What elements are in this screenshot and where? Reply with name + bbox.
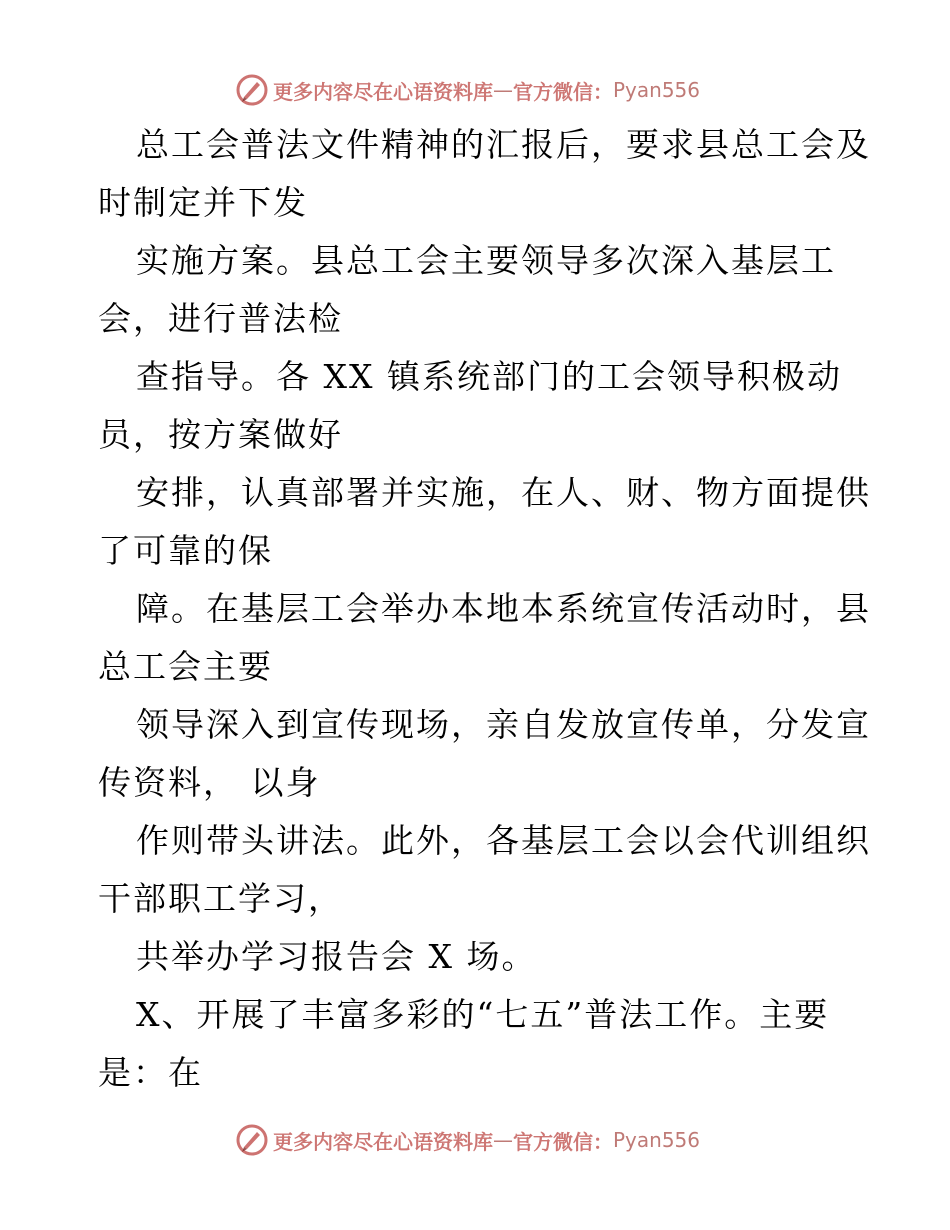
quill-logo-icon bbox=[235, 1123, 269, 1157]
body-line: 传资料， 以身 bbox=[98, 763, 321, 802]
body-line: X、开展了丰富多彩的“七五”普法工作。主要 bbox=[136, 995, 830, 1034]
body-line: 障。在基层工会举办本地本系统宣传活动时，县 bbox=[136, 589, 871, 628]
document-body bbox=[98, 116, 871, 1102]
watermark-separator: — bbox=[493, 78, 513, 102]
header-watermark bbox=[235, 72, 700, 108]
quill-logo-icon bbox=[235, 73, 269, 107]
watermark-text: 更多内容尽在心语资料库 bbox=[273, 1129, 493, 1154]
watermark-wechat-id: Pyan556 bbox=[613, 1128, 701, 1152]
body-line: 安排，认真部署并实施，在人、财、物方面提供 bbox=[136, 473, 871, 512]
footer-watermark bbox=[235, 1122, 700, 1158]
body-line: 作则带头讲法。此外，各基层工会以会代训组织 bbox=[136, 821, 871, 860]
body-line: 领导深入到宣传现场，亲自发放宣传单，分发宣 bbox=[136, 705, 871, 744]
watermark-wechat-id: Pyan556 bbox=[613, 78, 701, 102]
body-line: 干部职工学习， bbox=[98, 879, 343, 918]
body-line: 共举办学习报告会 X 场。 bbox=[136, 937, 537, 976]
body-line: 实施方案。县总工会主要领导多次深入基层工 bbox=[136, 241, 836, 280]
watermark-wechat-label: 官方微信： bbox=[513, 79, 613, 104]
body-line: 总工会主要 bbox=[98, 647, 273, 686]
body-line: 查指导。各 XX 镇系统部门的工会领导积极动 bbox=[136, 357, 842, 396]
body-line: 了可靠的保 bbox=[98, 531, 273, 570]
body-line: 会，进行普法检 bbox=[98, 299, 343, 338]
body-line: 员，按方案做好 bbox=[98, 415, 343, 454]
watermark-separator: — bbox=[493, 1128, 513, 1152]
body-line: 时制定并下发 bbox=[98, 183, 308, 222]
watermark-text: 更多内容尽在心语资料库 bbox=[273, 79, 493, 104]
body-line: 是：在 bbox=[98, 1053, 203, 1092]
body-line: 总工会普法文件精神的汇报后，要求县总工会及 bbox=[136, 125, 871, 164]
watermark-wechat-label: 官方微信： bbox=[513, 1129, 613, 1154]
